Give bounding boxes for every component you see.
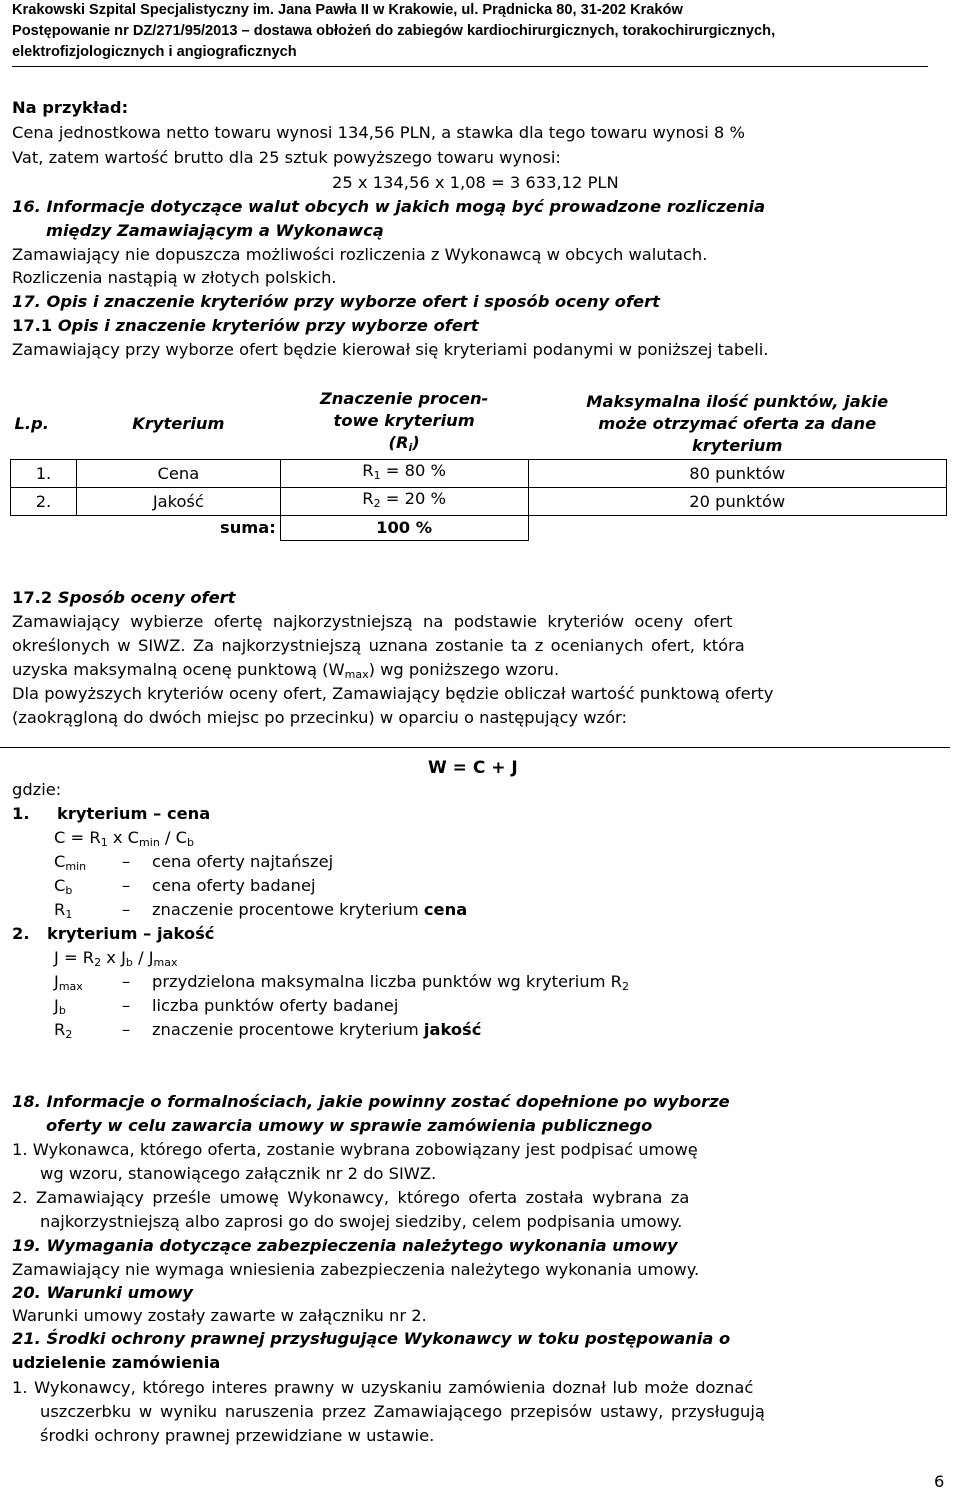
header-kryterium: Kryterium [132, 413, 225, 433]
formula-divider [0, 747, 950, 748]
criterion-1-number: 1. [12, 804, 30, 823]
dash: – [122, 900, 131, 919]
section-17-2-p1-line-1 [12, 611, 945, 633]
desc: znaczenie procentowe kryterium [152, 900, 424, 919]
eq-part: / J [132, 948, 154, 967]
desc-bold: cena [423, 900, 468, 919]
row-weight-subscript: 2 [373, 497, 381, 510]
header-znaczenie [280, 388, 528, 460]
eq-sub: b [125, 956, 133, 969]
eq-sub: 1 [100, 836, 108, 849]
eq-part: J = R [54, 948, 95, 967]
eq-part: x J [101, 948, 126, 967]
section-17-heading: 17. Opis i znaczenie kryteriów przy wyborze ofert i sposób oceny ofert [12, 292, 660, 311]
header-r-subscript: i [408, 441, 413, 454]
section-16-text-1: Zamawiający nie dopuszcza możliwości rozliczenia z Wykonawcą w obcych walutach. [12, 245, 708, 264]
row-weight-value: = 20 % [380, 489, 446, 508]
section-17-1-title: Opis i znaczenie kryteriów przy wyborze ofert [52, 316, 479, 335]
header-max-points [528, 388, 947, 460]
eq-sub: 2 [94, 956, 102, 969]
header-znaczenie-line-3 [284, 432, 524, 459]
section-21-item-1-line-3: środki ochrony prawnej przewidziane w ustawie. [40, 1426, 435, 1445]
wmax-subscript: max [344, 668, 369, 681]
justified-text: Zamawiający wybierze ofertę najkorzystniejszą na podstawie kryteriów oceny ofert [12, 612, 733, 631]
sym: R [54, 900, 66, 919]
section-17-2-p2-line-2: (zaokrągloną do dwóch miejsc po przecinku) w oparciu o następujący wzór: [12, 708, 627, 727]
sum-value: 100 % [280, 516, 528, 541]
table-sum-row [11, 516, 947, 541]
header-line-3: elektrofizjologicznych i angiograficznych [12, 44, 297, 60]
sym: R [54, 1020, 66, 1039]
text-part: uzyska maksymalną ocenę punktową (W [12, 660, 345, 679]
jb-description: liczba punktów oferty badanej [152, 996, 399, 1015]
section-17-2-p2-line-1: Dla powyższych kryteriów oceny ofert, Zamawiający będzie obliczał wartość punktową oferty [12, 684, 774, 703]
r2-symbol [54, 1018, 72, 1047]
section-17-2-number: 17.2 [12, 588, 53, 607]
page-header [12, 0, 928, 67]
section-19-text: Zamawiający nie wymaga wniesienia zabezpieczenia należytego wykonania umowy. [12, 1260, 700, 1279]
eq-part: C = R [54, 828, 101, 847]
row-weight-subscript: 1 [373, 469, 381, 482]
section-16-heading: 16. Informacje dotyczące walut obcych w jakich mogą być prowadzone rozliczenia [12, 197, 766, 216]
header-r-close: ) [412, 433, 420, 452]
formula-main: W = C + J [428, 758, 518, 778]
text-part-2: ) wg poniższego wzoru. [368, 660, 560, 679]
dash: – [122, 876, 131, 895]
header-r-symbol: (R [388, 433, 409, 452]
section-18-item-1-line-1: 1. Wykonawca, którego oferta, zostanie wybrana zobowiązany jest podpisać umowę [12, 1140, 698, 1159]
eq-sub: b [187, 836, 194, 849]
row-weight [280, 460, 528, 488]
dash: – [122, 1020, 131, 1039]
eq-part: / C [159, 828, 188, 847]
section-21-item-1-line-1: 1. Wykonawcy, którego interes prawny w uzyskaniu zamówienia doznał lub może doznać [12, 1378, 754, 1397]
table-row [11, 488, 947, 516]
page-number: 6 [934, 1472, 945, 1491]
sym-sub: b [58, 1004, 66, 1017]
row-points: 20 punktów [528, 488, 947, 516]
row-points: 80 punktów [528, 460, 947, 488]
header-max-line-1: Maksymalna ilość punktów, jakie [586, 391, 889, 411]
desc: przydzielona maksymalna liczba punktów wg kryterium R [152, 972, 622, 991]
row-lp: 1. [11, 460, 77, 488]
cmin-description: cena oferty najtańszej [152, 852, 334, 871]
sym-sub: max [58, 980, 83, 993]
dash: – [122, 996, 131, 1015]
example-line-3: 25 x 134,56 x 1,08 = 3 633,12 PLN [332, 173, 619, 192]
section-17-2-heading [12, 587, 235, 609]
example-line-2: Vat, zatem wartość brutto dla 25 sztuk powyższego towaru wynosi: [12, 148, 561, 167]
section-18-item-1-line-2: wg wzoru, stanowiącego załącznik nr 2 do SIWZ. [40, 1164, 437, 1183]
section-18-item-2-line-1: 2. Zamawiający prześle umowę Wykonawcy, którego oferta została wybrana za [12, 1188, 690, 1207]
section-17-1-number: 17.1 [12, 316, 53, 335]
r1-description [152, 898, 467, 922]
row-weight-symbol: R [362, 461, 374, 480]
r2-description [152, 1018, 481, 1042]
dash: – [122, 852, 131, 871]
dash: – [122, 972, 131, 991]
section-21-item-1-line-2: uszczerbku w wyniku naruszenia przez Zamawiającego przepisów ustawy, przysługują [40, 1402, 765, 1421]
header-lp: L.p. [14, 413, 49, 433]
criteria-table-header [11, 388, 947, 460]
sym: C [54, 876, 66, 895]
section-17-1-heading [12, 315, 479, 337]
row-weight-symbol: R [362, 489, 374, 508]
section-17-2-title: Sposób oceny ofert [52, 588, 236, 607]
desc: znaczenie procentowe kryterium [152, 1020, 424, 1039]
sym: J [54, 972, 59, 991]
section-17-2-p1-line-2: określonych w SIWZ. Za najkorzystniejszą uznana zostanie ta z ocenianych ofert, która [12, 636, 745, 655]
cb-description: cena oferty badanej [152, 876, 316, 895]
section-20-heading: 20. Warunki umowy [12, 1283, 194, 1302]
sum-empty-cell-2 [528, 516, 947, 541]
section-18-heading: 18. Informacje o formalnościach, jakie powinny zostać dopełnione po wyborze [12, 1092, 730, 1111]
row-lp: 2. [11, 488, 77, 516]
criterion-2-title: kryterium – jakość [47, 924, 215, 943]
section-20-text: Warunki umowy zostały zawarte w załączniku nr 2. [12, 1306, 427, 1325]
eq-part: x C [107, 828, 140, 847]
section-16-heading-cont: między Zamawiającym a Wykonawcą [46, 221, 384, 240]
example-title: Na przykład: [12, 98, 129, 117]
header-znaczenie-line-2: towe kryterium [333, 411, 475, 430]
criteria-table [10, 388, 947, 541]
row-criterion: Cena [76, 460, 280, 488]
section-18-item-2-line-2: najkorzystniejszą albo zaprosi go do swojej siedziby, celem podpisania umowy. [40, 1212, 683, 1231]
eq-sub: min [139, 836, 160, 849]
header-line-1: Krakowski Szpital Specjalistyczny im. Jana Pawła II w Krakowie, ul. Prądnicka 80, 31-202 Kraków [12, 2, 683, 18]
section-16-text-2: Rozliczenia nastąpią w złotych polskich. [12, 268, 337, 287]
header-znaczenie-line-1: Znaczenie procen- [319, 389, 489, 408]
row-weight [280, 488, 528, 516]
sym: J [54, 996, 59, 1015]
header-max-line-3: kryterium [692, 435, 783, 455]
section-17-1-text: Zamawiający przy wyborze ofert będzie kierował się kryteriami podanymi w poniższej tabeli. [12, 340, 769, 359]
sum-label: suma: [220, 518, 276, 538]
section-19-heading: 19. Wymagania dotyczące zabezpieczenia należytego wykonania umowy [12, 1236, 678, 1255]
sym-sub: min [65, 860, 87, 873]
row-weight-value: = 80 % [380, 461, 446, 480]
sym-sub: 1 [65, 908, 73, 921]
sym-sub: 2 [65, 1028, 73, 1041]
desc-bold: jakość [423, 1020, 482, 1039]
sym-sub: b [65, 884, 73, 897]
sym: C [54, 852, 66, 871]
eq-sub: max [153, 956, 178, 969]
sum-empty-cell [11, 516, 77, 541]
formula-gdzie: gdzie: [12, 780, 62, 799]
section-18-heading-cont: oferty w celu zawarcia umowy w sprawie zamówienia publicznego [46, 1116, 653, 1135]
header-max-line-2: może otrzymać oferta za dane [598, 413, 877, 433]
desc-sub: 2 [621, 980, 629, 993]
example-line-1: Cena jednostkowa netto towaru wynosi 134,56 PLN, a stawka dla tego towaru wynosi 8 % [12, 123, 745, 142]
criterion-1-title: kryterium – cena [57, 804, 211, 823]
section-21-heading: 21. Środki ochrony prawnej przysługujące Wykonawcy w toku postępowania o [12, 1329, 731, 1348]
header-line-2: Postępowanie nr DZ/271/95/2013 – dostawa obłożeń do zabiegów kardiochirurgicznych, torakochirurgicznych, [12, 23, 776, 39]
criterion-2-number: 2. [12, 924, 30, 943]
section-21-heading-cont: udzielenie zamówienia [12, 1353, 221, 1372]
table-row [11, 460, 947, 488]
section-17-2-p1-line-3 [12, 659, 559, 686]
row-criterion: Jakość [76, 488, 280, 516]
